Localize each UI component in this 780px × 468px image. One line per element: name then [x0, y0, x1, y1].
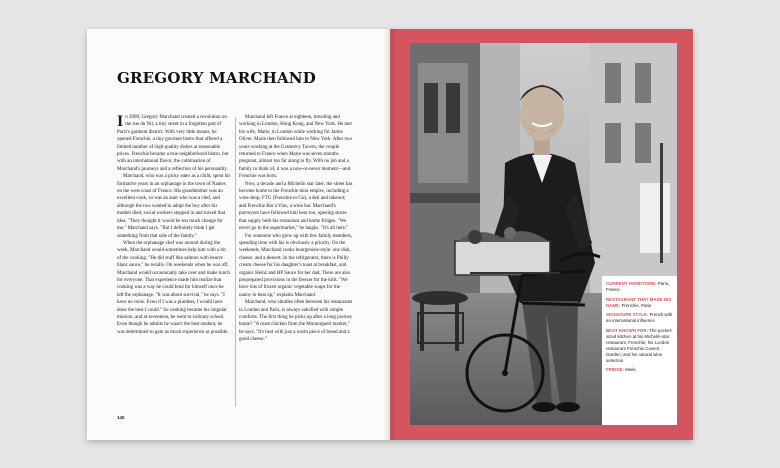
paragraph: When the orphanage chef was around during the week, Marchand would sometimes help him with a bit of the cooking. "He did stuff like salmon with beurre blanc sauce," he recalls. On weekends when he was off, Marchand would occasionally take over and make lunch for everyone. That experience made him realize that cooking was a way he could fend for himself once he left the orphanage. "It was about survival," he says. "I have no roots. Even if I was a plumber, I would have done the best I could." So cooking became his singular mission, and at seventeen, he went to culinary school. Even though he admits he wasn't the best student, he was determined to gain as much experience as possible. — [117, 240, 230, 335]
fact-label: FRIDGE: — [606, 367, 625, 373]
fact-entry — [606, 297, 673, 309]
fact-value: Paris, France — [606, 281, 670, 292]
fact-entry — [606, 328, 673, 364]
paragraph — [117, 114, 231, 173]
fact-label: BEST KNOWN FOR: — [606, 327, 648, 333]
fact-value: Frenchie, Paris — [621, 302, 652, 308]
chef-facts-box — [602, 276, 677, 425]
text-column-2 — [239, 114, 353, 344]
paragraph: Now, a decade and a Michelin star later, the street has become home to the Frenchie mini empire, including a wine shop; FTG (Frenchie to Go), a deli and takeout; and Frenchie Bar à Vins, a wine bar. Marchand's purveyors have followed him here too, opening stores that supply both his restaurant and home fridges. "We never go to the supermarket," he laughs. "It's all here." — [239, 181, 353, 232]
fact-label: CURRENT HOMETOWN: — [606, 281, 657, 286]
fact-value: French with an international influence — [606, 312, 673, 324]
paragraph: Marchand left France at eighteen, traveling and working in London, Hong Kong, and New York. He met his wife, Marie, in London while working for Jamie Oliver. Marie then followed him to New York. After two years working at the Gramercy Tavern, the couple returned to France when Marie was seven months pregnant, almost too far along to fly. With no job and a family to think of, it was a now-or-never moment—and Frenchie was born. — [239, 115, 353, 180]
fact-value: Miele — [625, 367, 636, 373]
paragraph-text: n 2009, Gregory Marchand created a revolution on the rue du Nil, a tiny street in a forgotten part of Paris's garment district. With very little means, he opened Frenchie, a tiny gourmet bistro that offered a limited number of high-quality dishes at reasonable prices. Frenchie became a true neighborhood bistro, but with an international flavor, the culmination of Marchand's journeys and a reflection of his personality. — [117, 115, 229, 172]
page-number: 140 — [117, 415, 125, 420]
fact-entry — [606, 367, 673, 373]
article-title: GREGORY MARCHAND — [117, 69, 316, 87]
right-page — [390, 29, 693, 440]
fact-label: RESTAURANT THAT MADE HIS NAME: — [606, 296, 672, 308]
magazine-spread — [87, 29, 693, 440]
fact-entry — [606, 281, 673, 293]
left-page — [87, 29, 390, 440]
drop-cap: I — [117, 113, 124, 130]
text-column-1 — [117, 114, 231, 336]
paragraph: Marchand, who shuttles often between his restaurants in London and Paris, is always satisfied with simple comforts. The first thing he picks up after a long journey home? "A roast chicken from the Montorgueil market," he says. "It's best with just a warm piece of bread and a good cheese." — [239, 300, 353, 343]
fact-entry — [606, 312, 673, 324]
fact-label: SIGNATURE STYLE: — [606, 312, 649, 318]
fact-value: The pocket-sized kitchen at his Michelin-star restaurant, Frenchie; his London restaurant Frenchie Covent Garden; and his natural wine selection — [606, 327, 673, 363]
paragraph: Marchand, who was a picky eater as a child, spent his formative years in an orphanage in the town of Nantes on the west coast of France. His grandmother was an excellent cook, so was an aunt who was a chef, and although the two wanted to adopt the boy after his mother died, social workers stepped in and mixed that idea. "They thought it would be too much change for me," Marchand says. "But I definitely think I get something from that side of the family." — [117, 174, 231, 239]
paragraph: For someone who grew up with few family members, spending time with his is obviously a priority. On the weekends, Marchand cooks bourgeoisie-style: one dish, cheese, and a dessert. In the refrigerator, there is Philly cream cheese for his daughter's toast at breakfast, and organic Heinz and HP Sauce for her dad. There are also preprepared provisions in the freezer for the kids. "We have lots of frozen organic vegetable soups for the nanny to heat up," explains Marchand. — [239, 233, 353, 298]
page-gutter — [383, 29, 397, 440]
column-divider — [235, 117, 236, 407]
